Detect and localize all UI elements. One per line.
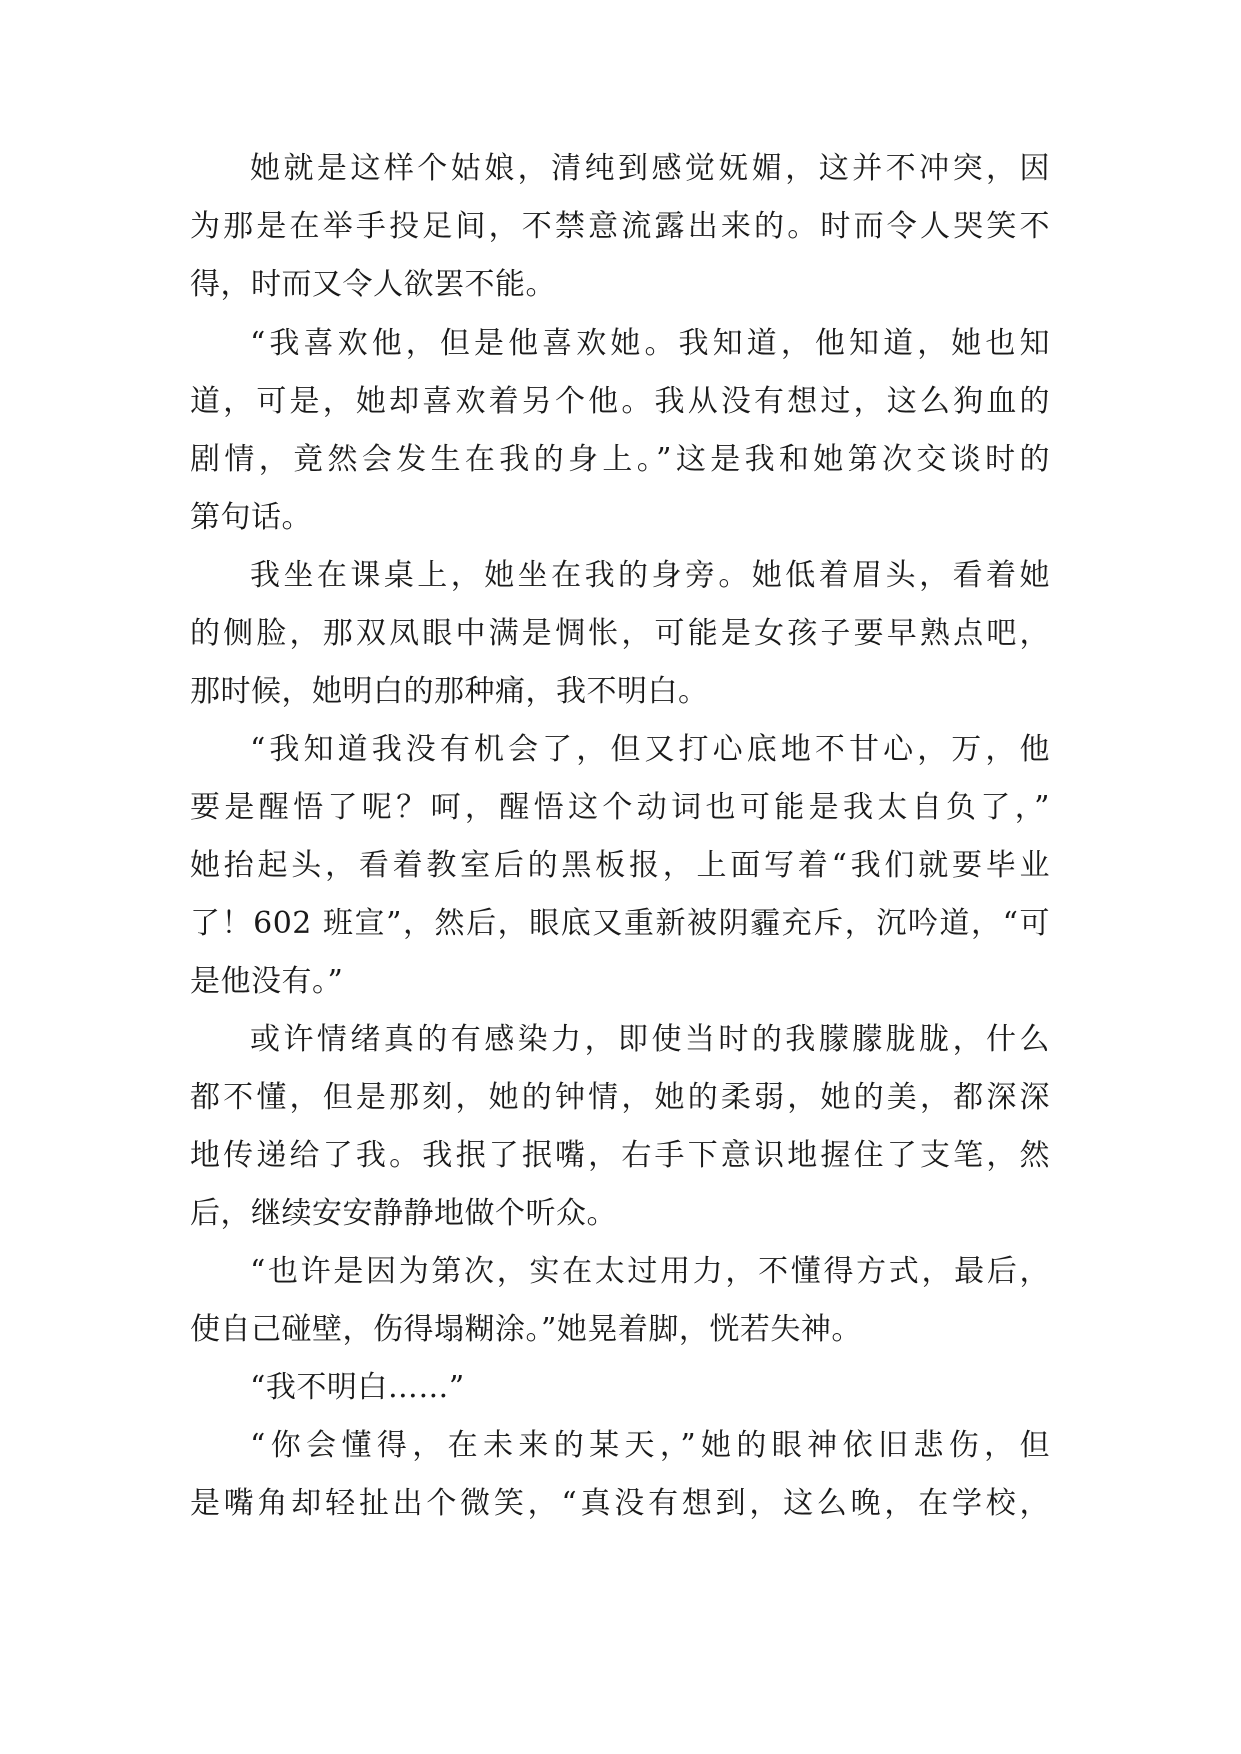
text-line: 的侧脸，那双凤眼中满是惆怅，可能是女孩子要早熟点吧， <box>190 616 1050 651</box>
text-line: “你会懂得，在未来的某天，”她的眼神依旧悲伤，但 <box>250 1428 1050 1463</box>
text-line: 使自己碰壁，伤得塌糊涂。”她晃着脚，恍若失神。 <box>190 1312 862 1347</box>
text-line: 她抬起头，看着教室后的黑板报，上面写着“我们就要毕业 <box>190 848 1050 883</box>
text-line: 或许情绪真的有感染力，即使当时的我朦朦胧胧，什么 <box>250 1022 1050 1057</box>
text-line: 得，时而又令人欲罢不能。 <box>190 267 556 302</box>
text-line: 道，可是，她却喜欢着另个他。我从没有想过，这么狗血的 <box>190 384 1050 419</box>
text-line: 她就是这样个姑娘，清纯到感觉妩媚，这并不冲突，因 <box>250 151 1050 186</box>
text-line: 地传递给了我。我抿了抿嘴，右手下意识地握住了支笔，然 <box>190 1138 1050 1173</box>
text-line: 都不懂，但是那刻，她的钟情，她的柔弱，她的美，都深深 <box>190 1080 1050 1115</box>
text-line: 那时候，她明白的那种痛，我不明白。 <box>190 674 709 709</box>
text-line: “我喜欢他，但是他喜欢她。我知道，他知道，她也知 <box>250 326 1050 361</box>
text-line: 我坐在课桌上，她坐在我的身旁。她低着眉头，看着她 <box>250 558 1050 593</box>
text-line: 是他没有。” <box>190 964 344 999</box>
text-line: “我知道我没有机会了，但又打心底地不甘心，万，他 <box>250 732 1050 767</box>
text-line: 要是醒悟了呢？呵，醒悟这个动词也可能是我太自负了，” <box>190 790 1050 825</box>
text-line: 后，继续安安静静地做个听众。 <box>190 1196 617 1231</box>
text-line: “我不明白……” <box>250 1370 465 1405</box>
text-line: 第句话。 <box>190 500 312 535</box>
text-line: 了！602 班宣”，然后，眼底又重新被阴霾充斥，沉吟道，“可 <box>190 906 1050 941</box>
text-line: 是嘴角却轻扯出个微笑，“真没有想到，这么晚，在学校， <box>190 1486 1050 1521</box>
text-line: “也许是因为第次，实在太过用力，不懂得方式，最后， <box>250 1254 1050 1289</box>
text-line: 剧情，竟然会发生在我的身上。”这是我和她第次交谈时的 <box>190 442 1050 477</box>
text-line: 为那是在举手投足间，不禁意流露出来的。时而令人哭笑不 <box>190 209 1050 244</box>
